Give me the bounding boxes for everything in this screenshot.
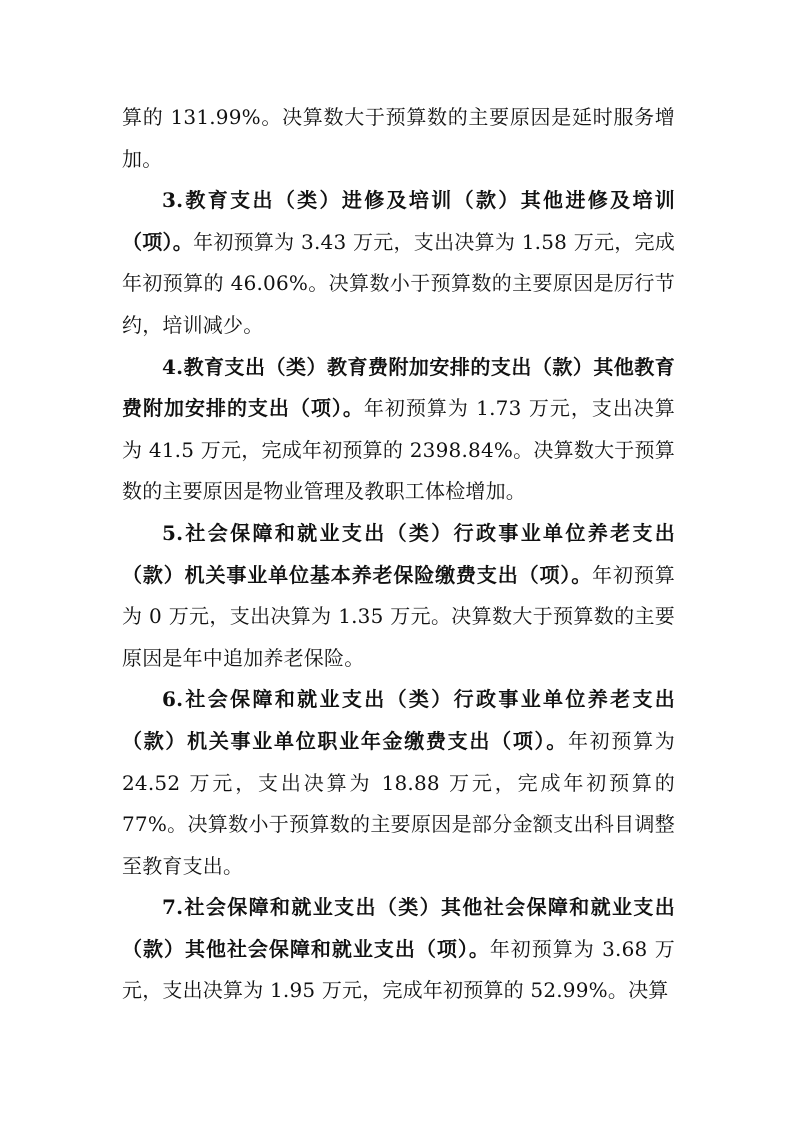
paragraph-item-6 <box>122 679 675 887</box>
paragraph-text: 年初预算为 3.68 万元，支出决算为 1.95 万元，完成年初预算的 52.99%。决算 <box>122 936 675 1003</box>
paragraph-heading: 6.社会保障和就业支出（类）行政事业单位养老支出（款）机关事业单位职业年金缴费支出（项）。 <box>122 687 675 753</box>
paragraph-heading: 3.教育支出（类）进修及培训（款）其他进修及培训（项）。 <box>122 188 675 254</box>
paragraph-text: 年初预算为 0 万元，支出决算为 1.35 万元。决算数大于预算数的主要原因是年中追加养老保险。 <box>122 562 675 670</box>
paragraph-text: 年初预算为 1.73 万元，支出决算为 41.5 万元，完成年初预算的 2398.84%。决算数大于预算数的主要原因是物业管理及教职工体检增加。 <box>122 396 675 504</box>
paragraph-heading: 7.社会保障和就业支出（类）其他社会保障和就业支出（款）其他社会保障和就业支出（项）。 <box>122 895 675 961</box>
paragraph-item-5 <box>122 513 675 679</box>
paragraph-text: 年初预算为 3.43 万元，支出决算为 1.58 万元，完成年初预算的 46.06%。决算数小于预算数的主要原因是厉行节约，培训减少。 <box>122 229 675 337</box>
paragraph-item-3 <box>122 180 675 346</box>
paragraph-item-4 <box>122 347 675 513</box>
paragraph-text: 年初预算为 24.52 万元，支出决算为 18.88 万元，完成年初预算的 77%。决算数小于预算数的主要原因是部分金额支出科目调整至教育支出。 <box>122 728 676 878</box>
paragraph-continuation <box>122 97 675 180</box>
paragraph-heading: 4.教育支出（类）教育费附加安排的支出（款）其他教育费附加安排的支出（项）。 <box>122 354 675 421</box>
paragraph-text: 算的 131.99%。决算数大于预算数的主要原因是延时服务增加。 <box>122 105 675 171</box>
paragraph-heading: 5.社会保障和就业支出（类）行政事业单位养老支出（款）机关事业单位基本养老保险缴费支出（项）。 <box>122 520 675 587</box>
paragraph-item-7 <box>122 887 675 1012</box>
document-body <box>122 97 675 1012</box>
